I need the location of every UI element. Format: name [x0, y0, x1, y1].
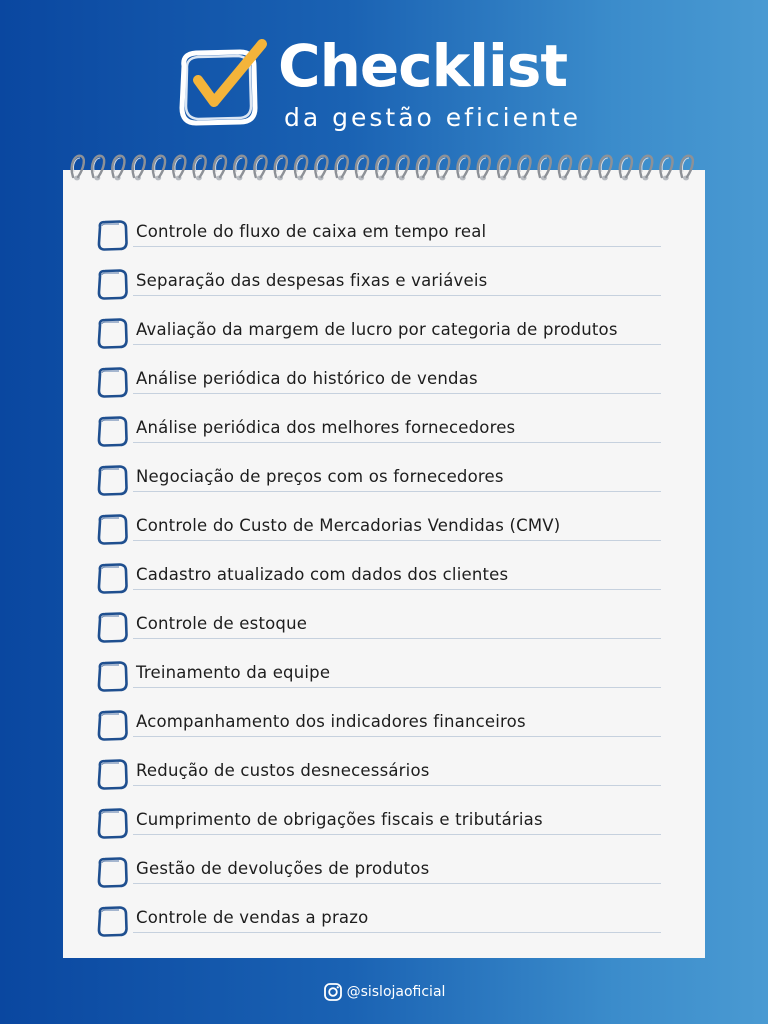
checklist-item-label: Análise periódica dos melhores fornecedores	[136, 418, 516, 437]
checklist-item	[95, 261, 695, 310]
ruled-line	[133, 344, 661, 345]
spiral-ring	[640, 156, 652, 181]
spiral-ring	[315, 156, 327, 181]
checkbox[interactable]	[95, 561, 129, 595]
spiral-ring	[173, 156, 185, 181]
instagram-icon	[323, 982, 343, 1002]
spiral-ring	[600, 156, 612, 181]
checkbox[interactable]	[95, 659, 129, 693]
spiral-ring	[153, 156, 165, 181]
page-title: Checklist	[278, 32, 568, 100]
checklist-item-label: Controle do fluxo de caixa em tempo real	[136, 222, 487, 241]
spiral-ring	[559, 156, 571, 181]
checkbox[interactable]	[95, 365, 129, 399]
spiral-ring	[417, 156, 429, 181]
page-subtitle: da gestão eficiente	[284, 103, 582, 132]
spiral-ring	[275, 156, 287, 181]
spiral-ring	[133, 156, 145, 181]
checklist-item	[95, 604, 695, 653]
checklist-item-label: Gestão de devoluções de produtos	[136, 859, 430, 878]
checklist-item	[95, 359, 695, 408]
checklist-item-label: Cadastro atualizado com dados dos clientes	[136, 565, 509, 584]
checklist-item	[95, 310, 695, 359]
spiral-binding	[63, 150, 705, 186]
ruled-line	[133, 393, 661, 394]
checkbox[interactable]	[95, 218, 129, 252]
checklist-item-label: Acompanhamento dos indicadores financeiros	[136, 712, 526, 731]
spiral-ring	[457, 156, 469, 181]
spiral-ring	[376, 156, 388, 181]
checklist-item	[95, 702, 695, 751]
checkbox[interactable]	[95, 463, 129, 497]
checkbox[interactable]	[95, 512, 129, 546]
checklist-item	[95, 408, 695, 457]
spiral-ring	[681, 156, 693, 181]
checklist-item	[95, 751, 695, 800]
spiral-ring	[336, 156, 348, 181]
spiral-ring	[234, 156, 246, 181]
spiral-ring	[620, 156, 632, 181]
spiral-ring	[72, 156, 84, 181]
checkbox[interactable]	[95, 414, 129, 448]
spiral-ring	[478, 156, 490, 181]
checkbox[interactable]	[95, 806, 129, 840]
checklist-item-label: Controle do Custo de Mercadorias Vendidas (CMV)	[136, 516, 561, 535]
checklist-item	[95, 457, 695, 506]
checkbox-checkmark-icon	[170, 36, 270, 136]
ruled-line	[133, 540, 661, 541]
checkbox[interactable]	[95, 708, 129, 742]
checklist-item-label: Separação das despesas fixas e variáveis	[136, 271, 488, 290]
spiral-ring	[295, 156, 307, 181]
spiral-ring	[660, 156, 672, 181]
ruled-line	[133, 687, 661, 688]
ruled-line	[133, 295, 661, 296]
ruled-line	[133, 883, 661, 884]
spiral-ring	[92, 156, 104, 181]
checklist-item-label: Análise periódica do histórico de vendas	[136, 369, 478, 388]
spiral-ring	[254, 156, 266, 181]
checklist-item	[95, 506, 695, 555]
checklist-item-label: Redução de custos desnecessários	[136, 761, 430, 780]
checklist-item	[95, 898, 695, 947]
spiral-ring	[518, 156, 530, 181]
checkbox[interactable]	[95, 757, 129, 791]
checklist-item	[95, 212, 695, 261]
checkbox[interactable]	[95, 267, 129, 301]
instagram-handle[interactable]: @sislojaoficial	[346, 984, 446, 1000]
checklist-item-label: Avaliação da margem de lucro por categoria de produtos	[136, 320, 618, 339]
footer	[0, 978, 768, 1006]
checkbox[interactable]	[95, 316, 129, 350]
ruled-line	[133, 638, 661, 639]
checklist-item-label: Treinamento da equipe	[136, 663, 331, 682]
ruled-line	[133, 932, 661, 933]
spiral-ring	[356, 156, 368, 181]
checkbox[interactable]	[95, 610, 129, 644]
header	[0, 0, 768, 150]
checklist-item	[95, 653, 695, 702]
checklist-item	[95, 555, 695, 604]
checklist-item	[95, 800, 695, 849]
spiral-ring	[579, 156, 591, 181]
checklist-item-label: Controle de vendas a prazo	[136, 908, 369, 927]
ruled-line	[133, 834, 661, 835]
spiral-ring	[539, 156, 551, 181]
ruled-line	[133, 736, 661, 737]
spiral-ring	[498, 156, 510, 181]
checklist-item-label: Controle de estoque	[136, 614, 308, 633]
checklist-item-label: Cumprimento de obrigações fiscais e tributárias	[136, 810, 543, 829]
ruled-line	[133, 491, 661, 492]
ruled-line	[133, 589, 661, 590]
spiral-ring	[214, 156, 226, 181]
checklist-item-label: Negociação de preços com os fornecedores	[136, 467, 504, 486]
spiral-ring	[112, 156, 124, 181]
checkbox[interactable]	[95, 855, 129, 889]
ruled-line	[133, 246, 661, 247]
checklist-item	[95, 849, 695, 898]
checklist	[95, 212, 695, 947]
ruled-line	[133, 442, 661, 443]
spiral-ring	[194, 156, 206, 181]
spiral-ring	[437, 156, 449, 181]
ruled-line	[133, 785, 661, 786]
checkbox[interactable]	[95, 904, 129, 938]
spiral-ring	[397, 156, 409, 181]
